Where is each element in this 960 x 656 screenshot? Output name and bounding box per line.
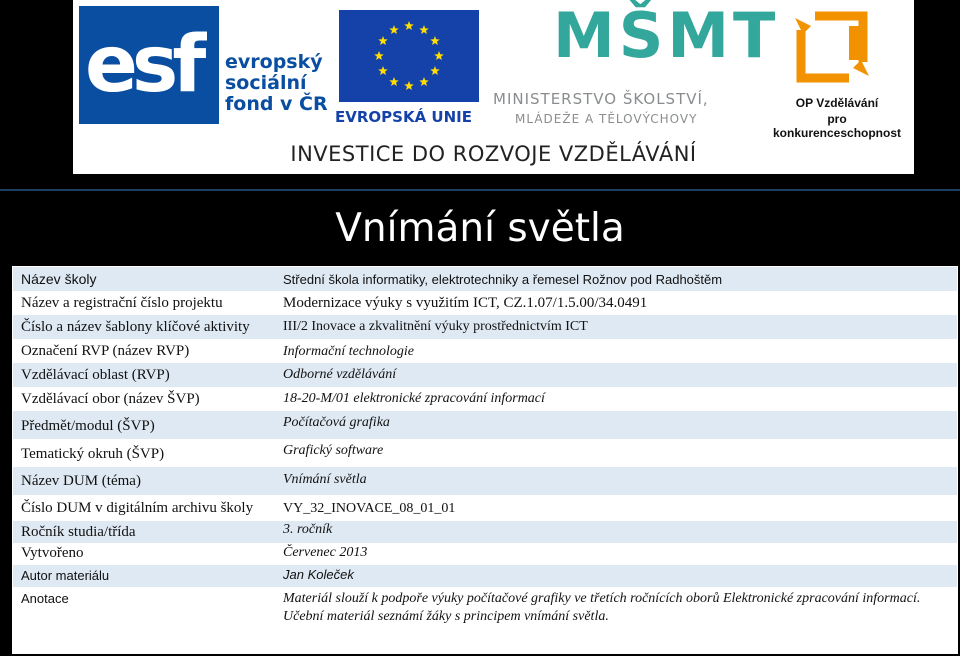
row-label: Název a registrační číslo projektu	[21, 295, 223, 311]
row-label: Anotace	[21, 591, 69, 606]
eu-star-icon	[404, 21, 414, 30]
esf-line-3: fond v ČR	[225, 93, 328, 115]
eu-star-icon	[434, 51, 444, 60]
row-value: Informační technologie	[283, 344, 415, 359]
row-label: Předmět/modul (ŠVP)	[21, 418, 155, 434]
table-row	[13, 587, 957, 653]
table-row	[13, 411, 957, 439]
table-row	[13, 565, 957, 587]
op-logo	[763, 6, 911, 140]
eu-star-icon	[419, 25, 429, 34]
row-label: Tematický okruh (ŠVP)	[21, 446, 165, 462]
table-row	[13, 495, 957, 521]
page-title: Vnímání světla	[335, 206, 625, 251]
row-value: Střední škola informatiky, elektrotechniky a řemesel Rožnov pod Radhoštěm	[283, 272, 723, 287]
row-value: Modernizace výuky s využitím ICT, CZ.1.07/1.5.00/34.0491	[283, 295, 648, 311]
row-label: Název školy	[21, 271, 97, 287]
eu-star-icon	[404, 81, 414, 90]
op-badge: 2007-13	[840, 43, 848, 73]
row-value: Materiál slouží k podpoře výuky počítačové grafiky ve třetích ročnících oborů Elektronické zpracování informací. Učební materiál seznámí žáky s principem vnímání světla.	[283, 591, 921, 624]
row-label: Vzdělávací obor (název ŠVP)	[21, 391, 200, 407]
metadata-table	[12, 266, 958, 654]
eu-star-icon	[378, 66, 388, 75]
table-row	[13, 267, 957, 291]
row-label: Vzdělávací oblast (RVP)	[21, 367, 170, 383]
esf-logo-text	[225, 52, 328, 115]
esf-logo-letters: esf	[85, 20, 201, 110]
esf-logo	[79, 6, 329, 124]
eu-star-icon	[430, 36, 440, 45]
logo-banner	[73, 0, 914, 174]
table-row	[13, 543, 957, 565]
table-row	[13, 521, 957, 543]
row-value: Odborné vzdělávání	[283, 367, 397, 382]
esf-logo-box	[79, 6, 219, 124]
esf-line-2: sociální	[225, 72, 307, 94]
row-label: Číslo a název šablony klíčové aktivity	[21, 319, 250, 335]
msmt-logo-line-1: MINISTERSTVO ŠKOLSTVÍ,	[493, 90, 709, 108]
eu-star-icon	[378, 36, 388, 45]
eu-logo	[335, 6, 485, 124]
row-value: 3. ročník	[283, 522, 333, 537]
eu-star-icon	[389, 25, 399, 34]
table-row	[13, 467, 957, 495]
row-value: Jan Koleček	[283, 567, 354, 582]
op-logo-icon	[791, 6, 873, 88]
table-row	[13, 439, 957, 467]
op-logo-line-2: pro konkurenceschopnost	[772, 112, 902, 140]
row-label: Název DUM (téma)	[21, 473, 141, 489]
msmt-logo	[493, 0, 780, 126]
row-value: Červenec 2013	[283, 545, 368, 560]
row-label: Autor materiálu	[21, 568, 110, 583]
eu-star-icon	[389, 77, 399, 86]
row-value: Grafický software	[283, 443, 384, 458]
eu-star-icon	[374, 51, 384, 60]
row-value: Vnímání světla	[283, 472, 367, 487]
table-row	[13, 387, 957, 411]
esf-line-1: evropský	[225, 51, 323, 73]
msmt-logo-mark: MŠMT	[553, 0, 780, 72]
msmt-logo-line-2: MLÁDEŽE A TĚLOVÝCHOVY	[515, 112, 698, 126]
table-row	[13, 315, 957, 339]
row-label: Číslo DUM v digitálním archivu školy	[21, 500, 254, 516]
eu-star-icon	[430, 66, 440, 75]
row-value: Počítačová grafika	[283, 415, 390, 430]
table-row	[13, 291, 957, 315]
table-row	[13, 363, 957, 387]
row-value: VY_32_INOVACE_08_01_01	[283, 501, 456, 516]
row-value: 18-20-M/01 elektronické zpracování informací	[283, 391, 545, 406]
slogan: INVESTICE DO ROZVOJE VZDĚLÁVÁNÍ	[290, 142, 697, 166]
row-value: III/2 Inovace a zkvalitnění výuky prostřednictvím ICT	[283, 319, 588, 334]
row-label: Ročník studia/třída	[21, 524, 136, 540]
op-logo-line-1: OP Vzdělávání	[795, 96, 879, 110]
row-label: Označení RVP (název RVP)	[21, 343, 190, 359]
eu-star-icon	[419, 77, 429, 86]
divider	[0, 189, 960, 191]
table-row	[13, 339, 957, 363]
eu-flag-icon	[339, 10, 479, 102]
row-label: Vytvořeno	[21, 545, 84, 561]
eu-logo-text: EVROPSKÁ UNIE	[335, 108, 472, 126]
